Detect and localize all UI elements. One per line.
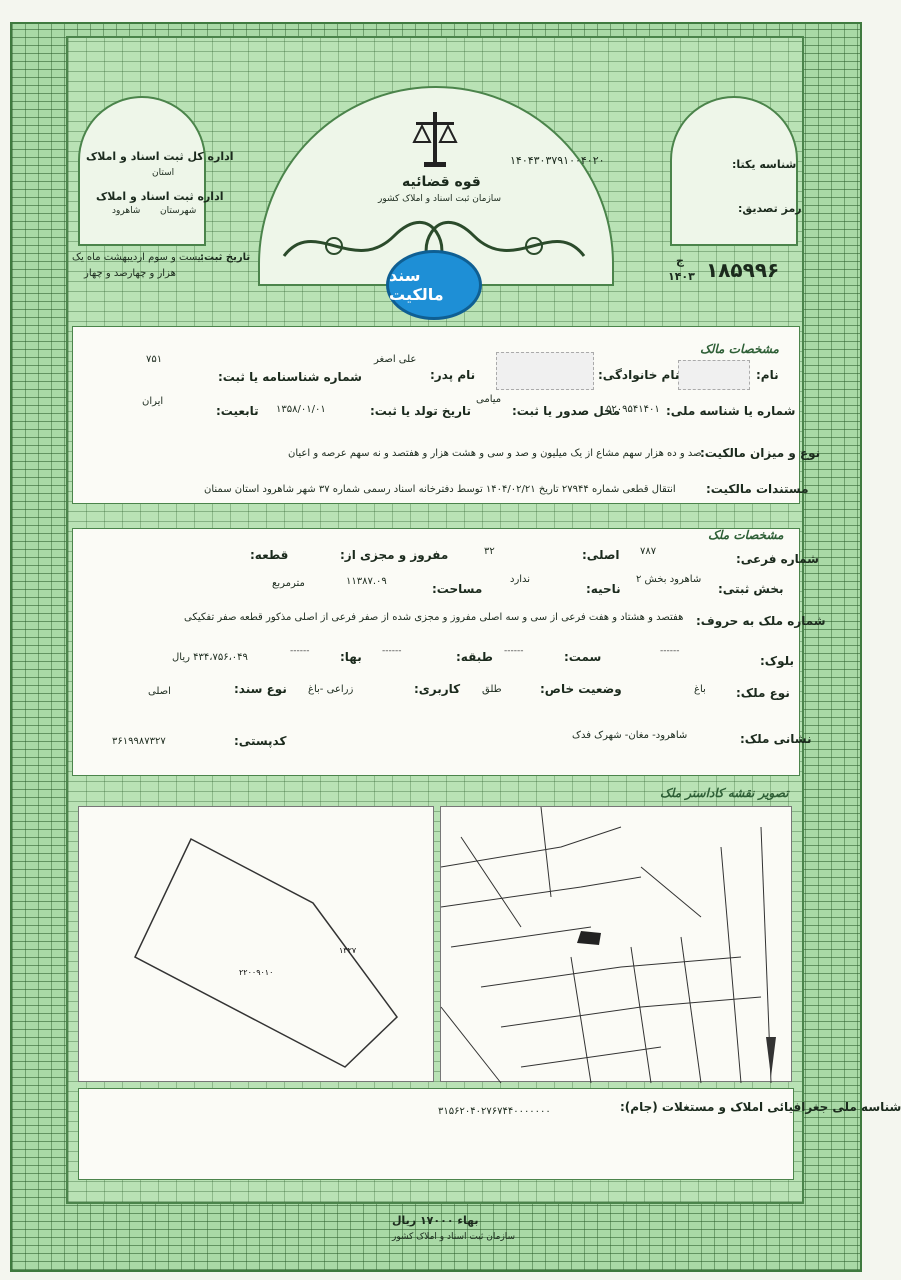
floor-label: طبقه: [456, 650, 493, 664]
ownership-type-value: صد و ده هزار سهم مشاع از یک میلیون و صد و سی و هشت هزار و هفتصد و نه سهم عرصه و اعیان [288, 448, 702, 459]
id-number-value: ۷۵۱ [146, 354, 163, 365]
main-number-value: ۳۲ [484, 546, 495, 557]
main-number-label: اصلی: [582, 548, 620, 562]
ownership-seal [386, 250, 482, 320]
family-name-label: نام خانوادگی: [598, 368, 680, 382]
area-label: مساحت: [432, 582, 483, 596]
birth-date-value: ۱۳۵۸/۰۱/۰۱ [276, 404, 326, 415]
national-id-label: شماره یا شناسه ملی: [666, 404, 796, 418]
parcel-outline-map [78, 806, 434, 1082]
issue-place-value: میامی [476, 394, 502, 405]
registration-district-value: شاهرود بخش ۲ [636, 574, 702, 585]
geo-id-label: شناسه ملی جغرافیائی املاک و مستغلات (جام): [620, 1100, 901, 1114]
piece-label: قطعه: [250, 548, 289, 562]
sub-number-value: ۷۸۷ [640, 546, 657, 557]
ownership-docs-label: مستندات مالکیت: [706, 482, 809, 496]
area-unit: مترمربع [272, 578, 305, 589]
left-arch-line-5: شهرستان [160, 206, 197, 216]
registration-date-line-1: بیست و سوم اردیبهشت ماه یک [72, 252, 204, 263]
special-status-value: طلق [482, 684, 502, 695]
property-letters-value: هفتصد و هشتاد و هفت فرعی از سی و سه اصلی مفروز و مجزی شده از صفر فرعی از اصلی مذکور قطعه صفر تفکیکی [184, 612, 684, 623]
sub-number-label: شماره فرعی: [736, 552, 819, 566]
area-name-value: ندارد [510, 574, 531, 585]
side-label: سمت: [564, 650, 602, 664]
map-label-1: ۲۲۰۰۹۰۱۰ [239, 968, 274, 977]
left-arch-panel [78, 96, 206, 246]
property-value-amount: ۴۳۴،۷۵۶،۰۴۹ ریال [172, 652, 248, 663]
name-redaction [678, 360, 750, 390]
property-section-title: مشخصات ملک [708, 528, 784, 542]
seal-text: سند مالکیت [389, 266, 444, 304]
top-number: ۱۴۰۴۳۰۳۷۹۱۰۰۴۰۲۰ [510, 154, 605, 167]
cadastre-area-map [440, 806, 792, 1082]
issue-place-label: محل صدور یا ثبت: [512, 404, 621, 418]
property-type-label: نوع ملک: [736, 686, 790, 700]
left-arch-line-1: اداره کل ثبت اسناد و املاک [86, 150, 234, 163]
area-name-label: ناحیه: [586, 582, 621, 596]
special-status-label: وضعیت خاص: [540, 682, 622, 696]
floor-value: ------ [382, 646, 402, 656]
scales-of-justice-icon [412, 108, 458, 170]
registration-district-label: بخش ثبتی: [718, 582, 784, 596]
unique-id-label: شناسه یکتا: [732, 158, 797, 171]
land-use-label: کاربری: [414, 682, 461, 696]
ownership-type-label: نوع و میزان مالکیت: [700, 446, 821, 460]
block-label: بلوک: [760, 654, 795, 668]
authority-title: قوه قضائیه [402, 174, 481, 190]
ownership-docs-value: انتقال قطعی شماره ۲۷۹۴۴ تاریخ ۱۴۰۴/۰۲/۲۱ توسط دفترخانه اسناد رسمی شماره ۳۷ شهر شاهرود استان سمنان [204, 484, 676, 495]
id-number-label: شماره شناسنامه یا ثبت: [218, 370, 362, 384]
value-label: بها: [340, 650, 362, 664]
document-type-label: نوع سند: [234, 682, 287, 696]
property-type-value: باغ [694, 684, 706, 695]
left-arch-line-4: شاهرود [112, 206, 141, 216]
property-letters-label: شماره ملک به حروف: [696, 614, 826, 628]
left-arch-line-3: اداره ثبت اسناد و املاک [96, 190, 224, 203]
verification-code-label: رمز تصدیق: [738, 202, 802, 215]
postal-code-value: ۳۶۱۹۹۸۷۳۲۷ [112, 736, 166, 747]
serial-number: ۱۸۵۹۹۶ [706, 258, 780, 282]
nationality-label: تابعیت: [216, 404, 259, 418]
price-note: بهاء ۱۷۰۰۰ ریال [392, 1214, 479, 1227]
cadastre-lines-icon [441, 807, 793, 1083]
value-dash: ------ [290, 646, 310, 656]
map-label-2: ۱۳۲۷ [339, 946, 357, 955]
cadastre-section-title: تصویر نقشه کاداستر ملک [660, 786, 789, 800]
name-label: نام: [756, 368, 779, 382]
land-use-value: زراعی -باغ [308, 684, 354, 695]
block-value: ------ [660, 646, 680, 656]
birth-date-label: تاریخ تولد یا ثبت: [370, 404, 471, 418]
north-arrow-icon [766, 1037, 776, 1077]
left-arch-line-2: استان [152, 168, 175, 178]
postal-code-label: کدپستی: [234, 734, 287, 748]
document-type-value: اصلی [148, 686, 171, 697]
national-id-value: ۵۲۰۹۵۴۱۴۰۱ [606, 404, 660, 415]
area-value: ۱۱۳۸۷.۰۹ [346, 576, 387, 587]
serial-series: ج [676, 254, 684, 267]
organization-subtitle: سازمان ثبت اسناد و املاک کشور [378, 194, 502, 204]
separated-from-label: مفروز و مجزی از: [340, 548, 449, 562]
family-name-redaction [496, 352, 594, 390]
owner-section-title: مشخصات مالک [700, 342, 779, 356]
geo-id-value: ۳۱۵۶۲۰۴۰۲۷۶۷۴۴۰۰۰۰۰۰۰ [438, 1106, 551, 1117]
registration-date-line-2: هزار و چهارصد و چهار [84, 268, 176, 279]
right-arch-panel [670, 96, 798, 246]
address-label: نشانی ملک: [740, 732, 812, 746]
nationality-value: ایران [142, 396, 164, 407]
father-name-value: علی اصغر [374, 354, 417, 365]
registration-date-label: تاریخ ثبت: [200, 252, 251, 263]
address-value: شاهرود- مغان- شهرک فدک [572, 730, 688, 741]
footer-organization: سازمان ثبت اسناد و املاک کشور [392, 1232, 516, 1242]
side-value: ------ [504, 646, 524, 656]
parcel-polygon-icon [79, 807, 433, 1081]
father-name-label: نام پدر: [430, 368, 476, 382]
serial-year: ۱۴۰۳ [668, 270, 695, 283]
